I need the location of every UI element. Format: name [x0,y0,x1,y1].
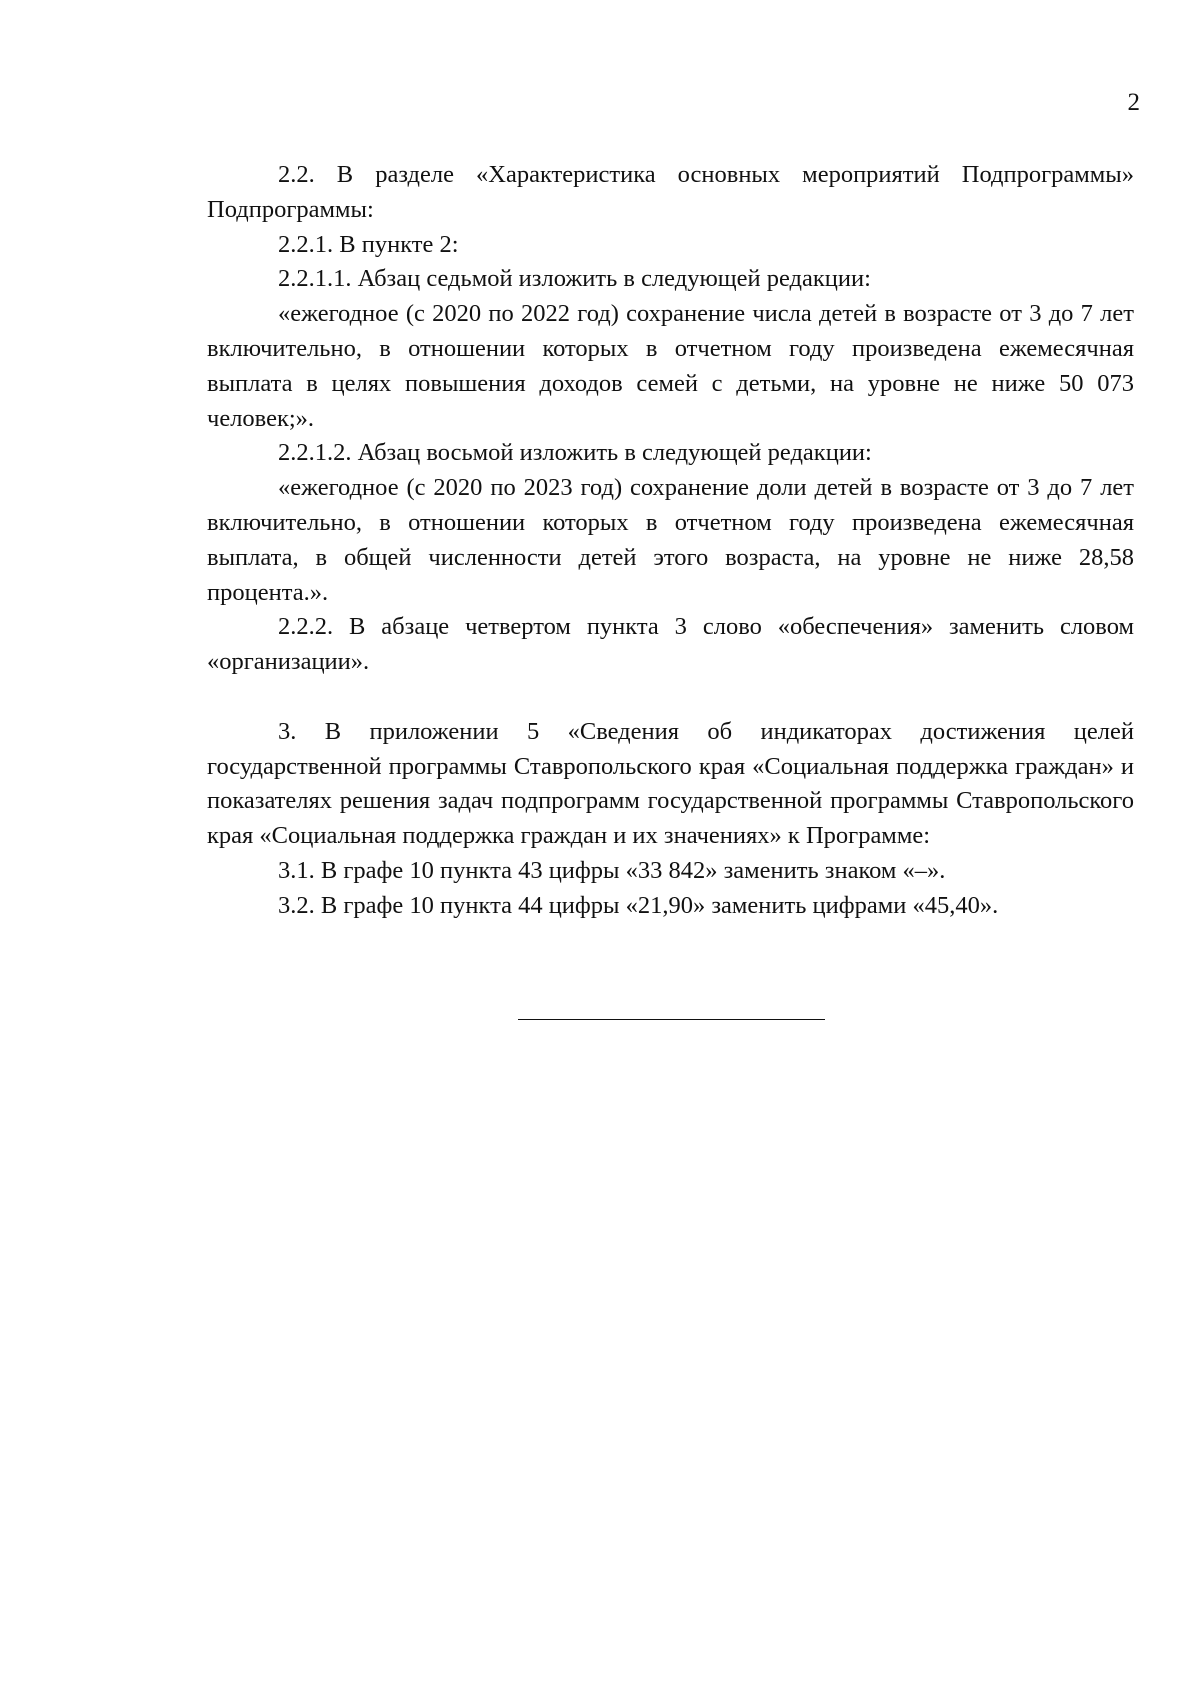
paragraph-quote-eighth: «ежегодное (с 2020 по 2023 год) сохранение доли детей в возрасте от 3 до 7 лет включительно, в отношении которых в отчетном году произведена ежемесячная выплата, в общей численности детей этого возраста, на уровне не ниже 28,58 процента.». [207,474,1134,606]
page-number: 2 [1127,89,1140,116]
closing-rule [518,1019,825,1020]
paragraph-2-2: 2.2. В разделе «Характеристика основных мероприятий Подпрограммы» Подпрограммы: [207,161,1134,223]
paragraph-quote-seventh: «ежегодное (с 2020 по 2022 год) сохранение числа детей в возрасте от 3 до 7 лет включительно, в отношении которых в отчетном году произведена ежемесячная выплата в целях повышения доходов семей с детьми, на уровне не ниже 50 073 человек;». [207,300,1134,432]
paragraph-2-2-1-1: 2.2.1.1. Абзац седьмой изложить в следующей редакции: [278,265,871,293]
document-body [207,158,1134,924]
paragraph-spacer [207,680,1134,715]
paragraph-2-2-1: 2.2.1. В пункте 2: [278,230,459,258]
paragraph-3-2: 3.2. В графе 10 пункта 44 цифры «21,90» заменить цифрами «45,40». [278,891,999,919]
paragraph-3-1: 3.1. В графе 10 пункта 43 цифры «33 842» заменить знаком «–». [278,856,946,884]
paragraph-2-2-1-2: 2.2.1.2. Абзац восьмой изложить в следующей редакции: [278,439,872,467]
paragraph-3: 3. В приложении 5 «Сведения об индикаторах достижения целей государственной программы Ставропольского края «Социальная поддержка граждан» и показателях решения задач подпрограмм государственной программы Ставропольского края «Социальная поддержка граждан и их значениях» к Программе: [207,717,1134,850]
paragraph-2-2-2: 2.2.2. В абзаце четвертом пункта 3 слово «обеспечения» заменить словом «организации». [207,613,1134,676]
